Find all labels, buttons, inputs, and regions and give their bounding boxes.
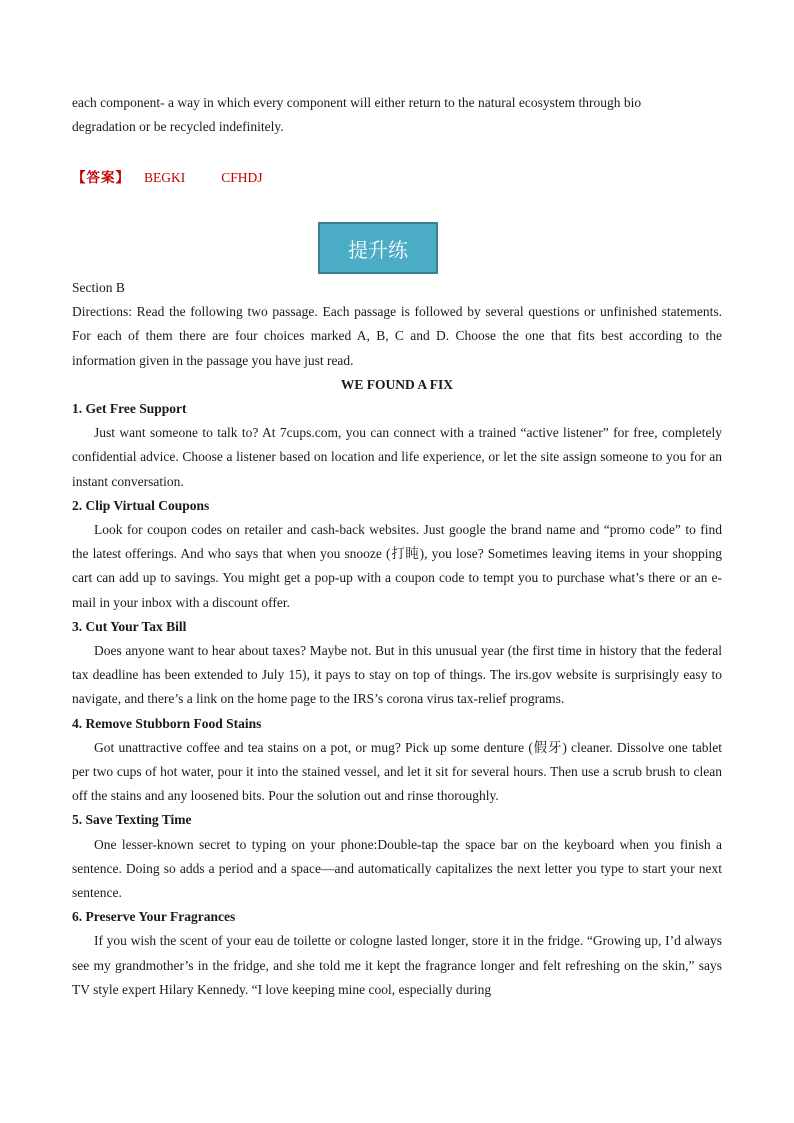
section-directions: Directions: Read the following two passage. Each passage is followed by several questions or unfinished statements. For each of them there are four choices marked A, B, C and D. Choose the one that fits best according to the information given in the passage you have just read. — [72, 304, 722, 368]
answer-line — [72, 166, 263, 186]
article-title: WE FOUND A FIX — [340, 376, 454, 392]
item-5-heading: 5. Save Texting Time — [72, 812, 192, 828]
item-6-heading: 6. Preserve Your Fragrances — [72, 909, 236, 925]
practice-badge: 提升练 — [318, 222, 438, 274]
answer-first: BEGKI — [144, 170, 186, 185]
item-5-text: One lesser-known secret to typing on your phone:Double-tap the space bar on the keyboard when you finish a sentence. Doing so adds a period and a space—and automatically capitalizes the next letter you type to start your next sentence. — [72, 836, 722, 901]
section-label: Section B — [72, 280, 125, 295]
item-3-text: Does anyone want to hear about taxes? Maybe not. But in this unusual year (the first time in history that the federal tax deadline has been extended to July 15), it pays to stay on top of things. The irs.gov website is surprisingly easy to navigate, and there’s a link on the home page to the IRS’s corona virus tax-relief programs. — [72, 643, 722, 707]
answer-tag: 【答案】 — [72, 170, 130, 185]
item-2-heading: 2. Clip Virtual Coupons — [72, 497, 210, 513]
intro-paragraph — [72, 91, 722, 139]
item-4-text: Got unattractive coffee and tea stains on a pot, or mug? Pick up some denture (假牙) cleaner. Dissolve one tablet per two cups of hot water, pour it into the stained vessel, and let it sit for several hours. Then use a scrub brush to clean off the stains and any loosened bits. Pour the solution out and rinse thoroughly. — [72, 739, 722, 804]
section-body — [72, 276, 722, 1002]
answer-second: CFHDJ — [221, 170, 263, 185]
item-1-heading: 1. Get Free Support — [72, 401, 187, 417]
item-3-heading: 3. Cut Your Tax Bill — [72, 618, 187, 634]
item-1-text: Just want someone to talk to? At 7cups.com, you can connect with a trained “active listener” for free, completely confidential advice. Choose a listener based on location and life experience, or let the site assign someone to you for an instant conversation. — [72, 425, 722, 489]
item-4-heading: 4. Remove Stubborn Food Stains — [72, 715, 262, 731]
item-2-text: Look for coupon codes on retailer and cash-back websites. Just google the brand name and “promo code” to find the latest offerings. And who says that when you snooze (打盹), you lose? Sometimes leaving items in your shopping cart can add up to savings. You might get a pop-up with a coupon code to tempt you to purchase what’s there or an e-mail in your inbox with a discount offer. — [72, 522, 722, 610]
intro-line-1: each component- a way in which every component will either return to the natural ecosystem through bio — [72, 95, 642, 110]
item-6-text: If you wish the scent of your eau de toilette or cologne lasted longer, store it in the fridge. “Growing up, I’d always see my grandmother’s in the fridge, and she told me it kept the fragrance longer and felt refreshing on the skin,” says TV style expert Hilary Kennedy. “I love keeping mine cool, especially during — [72, 933, 722, 997]
intro-line-2: degradation or be recycled indefinitely. — [72, 119, 284, 134]
